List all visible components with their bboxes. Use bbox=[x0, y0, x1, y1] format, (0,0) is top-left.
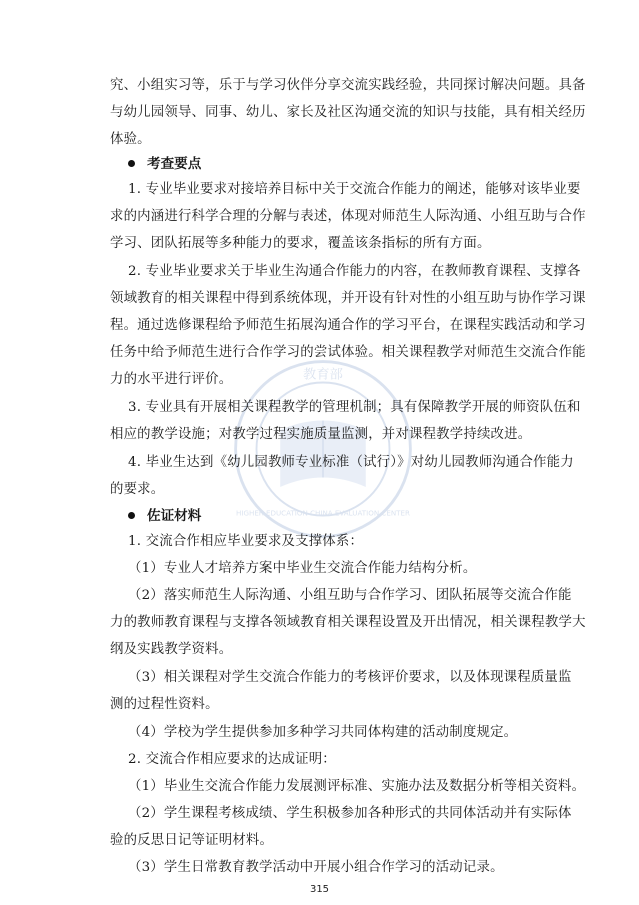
paragraph-line: 力的教师教育课程与支撑各领域教育相关课程设置及开出情况，相关课程教学大 bbox=[110, 615, 586, 630]
paragraph-line: （2）学生课程考核成绩、学生积极参加各种形式的共同体活动并有实际体 bbox=[128, 806, 572, 821]
paragraph-line: 1. 交流合作相应毕业要求及支撑体系： bbox=[128, 534, 364, 549]
paragraph-line: 测的过程性资料。 bbox=[110, 697, 219, 712]
paragraph-line: （3）学生日常教育教学活动中开展小组合作学习的活动记录。 bbox=[128, 860, 504, 875]
paragraph-line: （2）落实师范生人际沟通、小组互助与合作学习、团队拓展等交流合作能 bbox=[128, 588, 572, 603]
bullet-icon bbox=[128, 512, 135, 519]
bullet-icon bbox=[128, 160, 135, 167]
paragraph-line: 学习、团队拓展等多种能力的要求，覆盖该条指标的所有方面。 bbox=[110, 236, 491, 251]
paragraph-line: 领域教育的相关课程中得到系统体现，并开设有针对性的小组互助与协作学习课 bbox=[110, 291, 586, 306]
paragraph-line: 1. 专业毕业要求对接培养目标中关于交流合作能力的阐述，能够对该毕业要 bbox=[128, 182, 581, 197]
paragraph-line: 3. 专业具有开展相关课程教学的管理机制；具有保障教学开展的师资队伍和 bbox=[128, 400, 581, 415]
paragraph-line: 2. 交流合作相应要求的达成证明： bbox=[128, 752, 336, 767]
paragraph-line: 力的水平进行评价。 bbox=[110, 372, 233, 387]
paragraph-line: 4. 毕业生达到《幼儿园教师专业标准（试行）》对幼儿园教师沟通合作能力 bbox=[128, 455, 574, 470]
page-number: 315 bbox=[309, 884, 330, 895]
paragraph-line: 的要求。 bbox=[110, 482, 165, 497]
paragraph-line: 程。通过选修课程给予师范生拓展沟通合作的学习平台，在课程实践活动和学习 bbox=[110, 318, 586, 333]
section-heading-evidence: 佐证材料 bbox=[128, 505, 201, 527]
paragraph-line: 与幼儿园领导、同事、幼儿、家长及社区沟通交流的知识与技能，具有相关经历 bbox=[110, 105, 586, 120]
watermark-ring-text: HIGHER EDUCATION CHINA EVALUATION CENTER bbox=[236, 508, 410, 518]
paragraph-line: 体验。 bbox=[110, 132, 151, 147]
section-heading-review-points: 考查要点 bbox=[128, 153, 201, 175]
paragraph-line: （1）专业人才培养方案中毕业生交流合作能力结构分析。 bbox=[128, 561, 477, 576]
paragraph-line: 2. 专业毕业要求关于毕业生沟通合作能力的内容，在教师教育课程、支撑各 bbox=[128, 264, 581, 279]
paragraph-line: （1）毕业生交流合作能力发展测评标准、实施办法及数据分析等相关资料。 bbox=[128, 779, 586, 794]
paragraph-line: 任务中给予师范生进行合作学习的尝试体验。相关课程教学对师范生交流合作能 bbox=[110, 345, 586, 360]
paragraph-line: 求的内涵进行科学合理的分解与表述，体现对师范生人际沟通、小组互助与合作 bbox=[110, 209, 586, 224]
paragraph-line: （4）学校为学生提供参加多种学习共同体构建的活动制度规定。 bbox=[128, 725, 518, 740]
paragraph-line: 相应的教学设施；对教学过程实施质量监测，并对课程教学持续改进。 bbox=[110, 427, 532, 442]
paragraph-line: 纲及实践教学资料。 bbox=[110, 642, 233, 657]
watermark-top-text: 教育部 bbox=[303, 367, 343, 383]
paragraph-line: （3）相关课程对学生交流合作能力的考核评价要求，以及体现课程质量监 bbox=[128, 670, 572, 685]
paragraph-line: 验的反思日记等证明材料。 bbox=[110, 833, 274, 848]
paragraph-line: 究、小组实习等，乐于与学习伙伴分享交流实践经验，共同探讨解决问题。具备 bbox=[110, 78, 586, 93]
